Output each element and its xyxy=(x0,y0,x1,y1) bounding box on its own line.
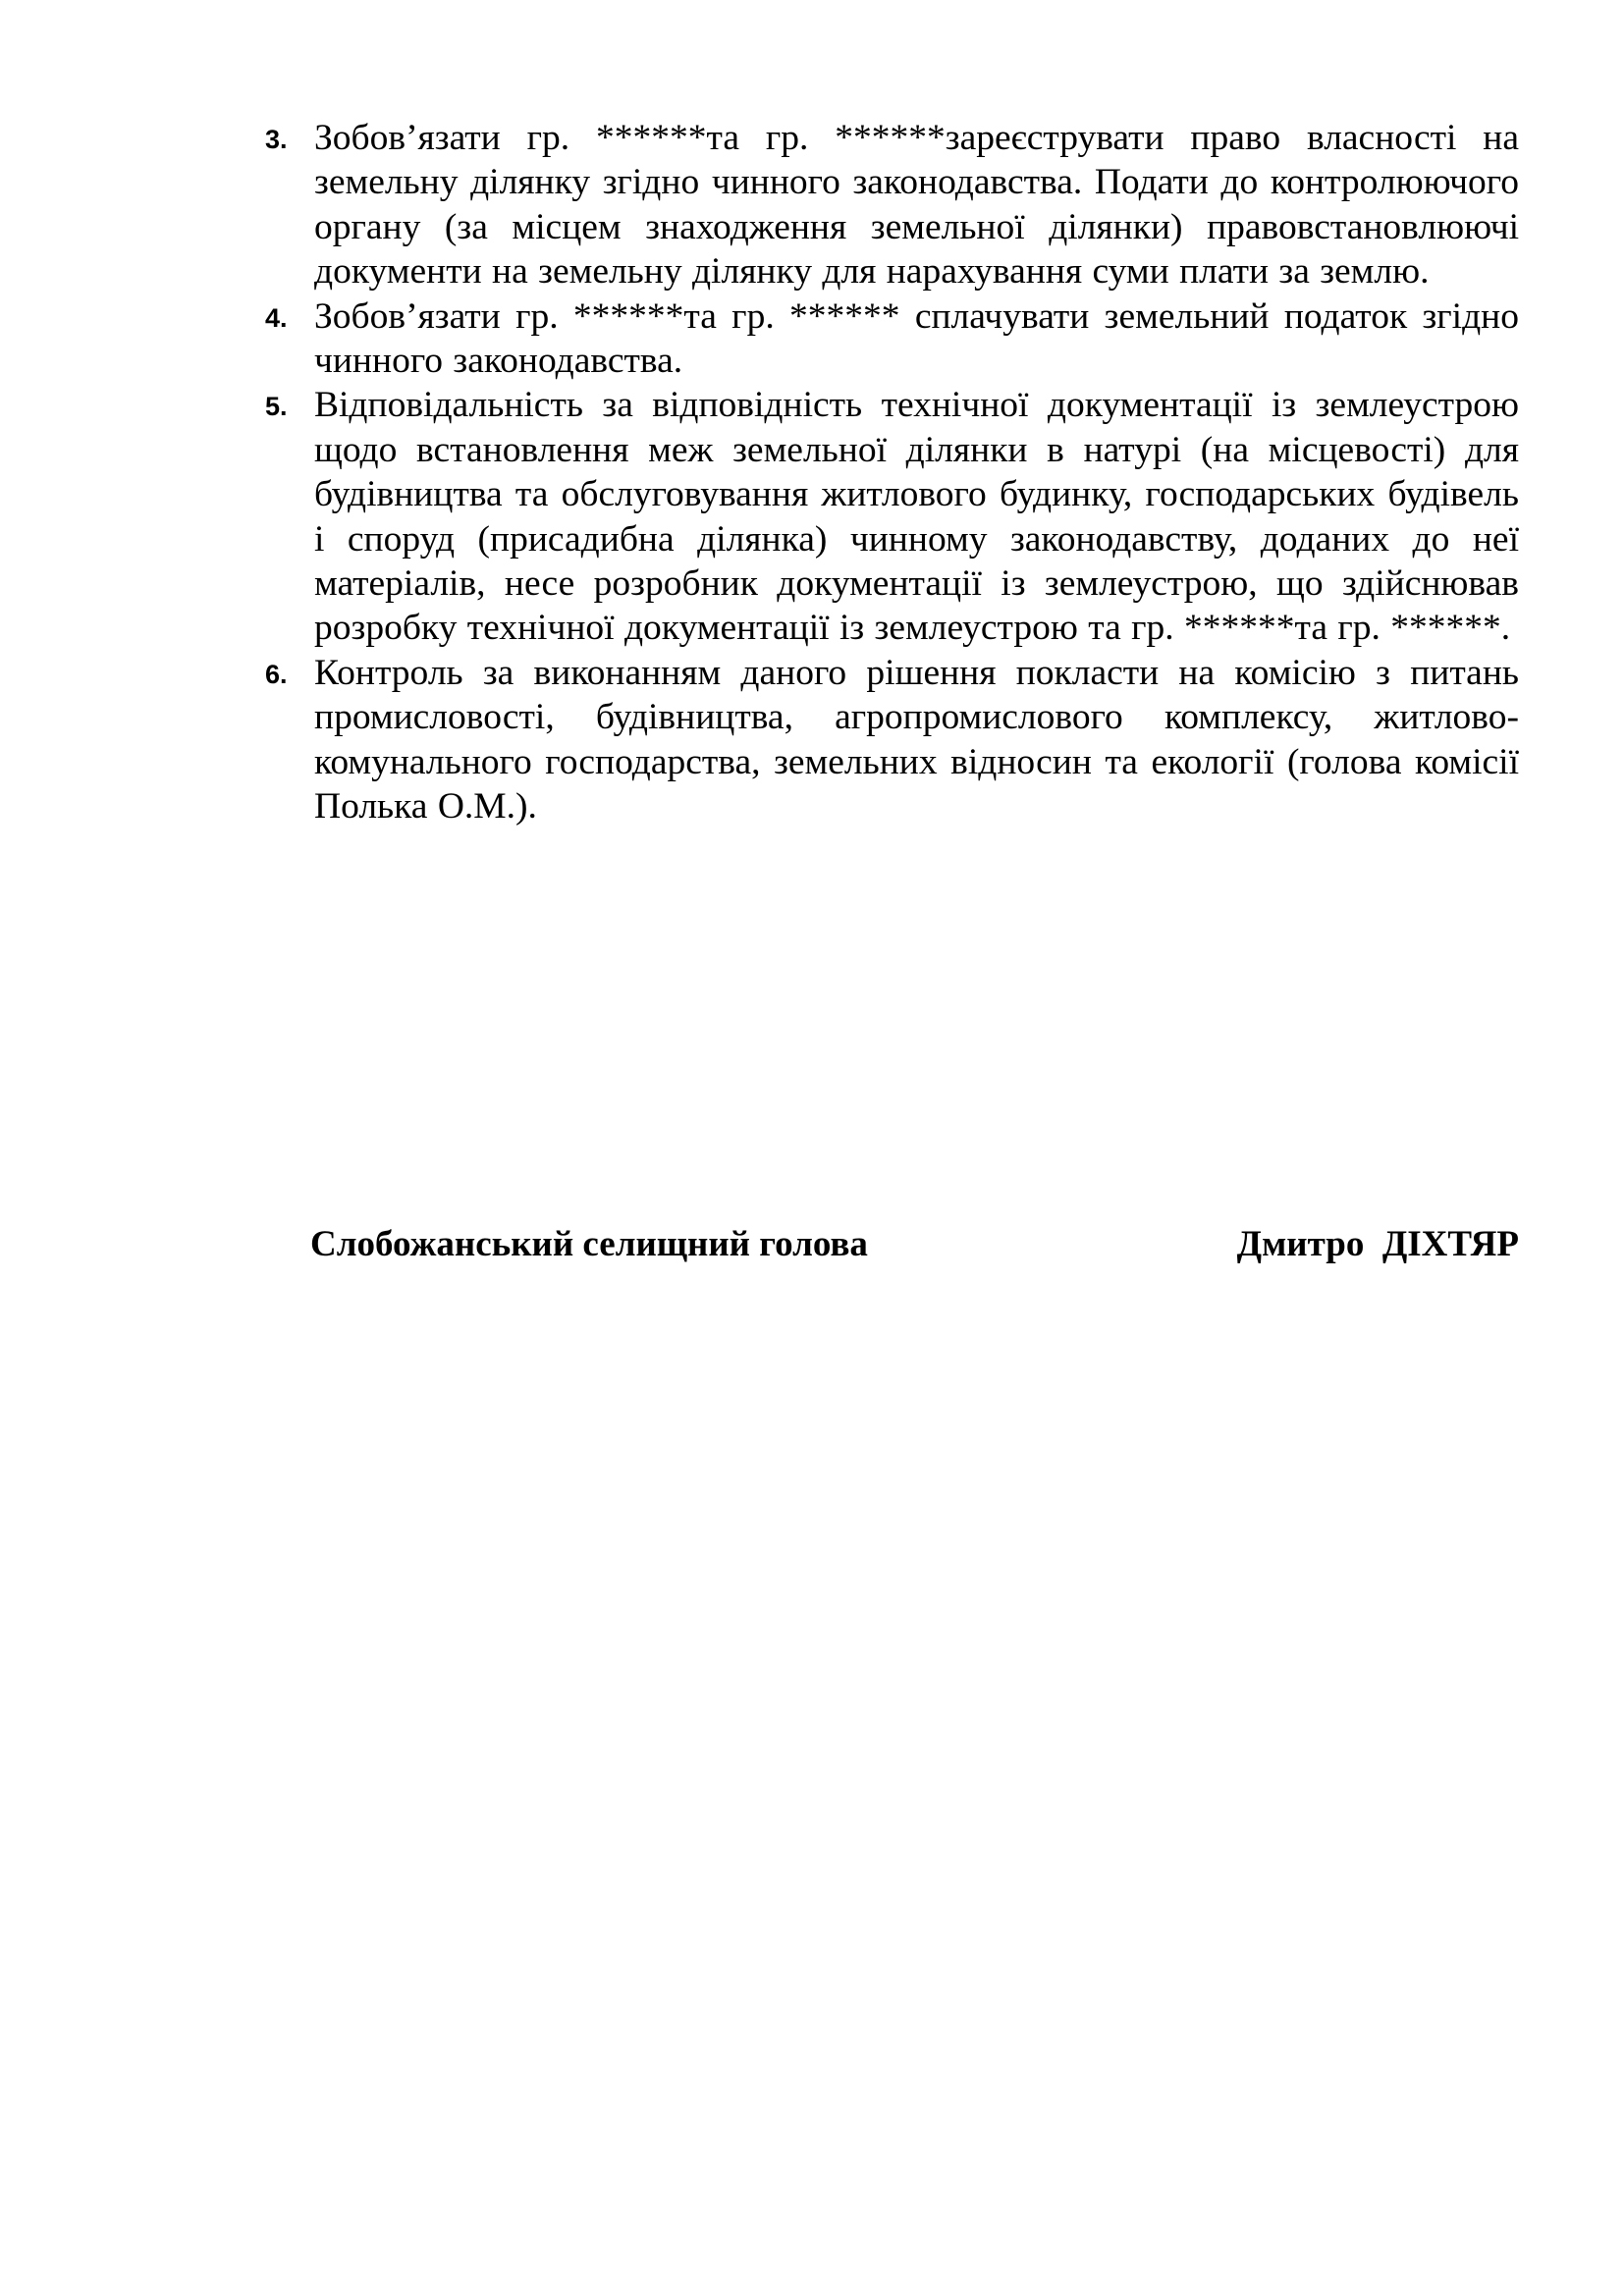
signatory-position: Слобожанський селищний голова xyxy=(310,1224,868,1264)
decision-item-5 xyxy=(265,383,1519,650)
decision-item-6 xyxy=(265,651,1519,829)
decision-item-3 xyxy=(265,116,1519,294)
signature-block xyxy=(310,1221,1519,1268)
item-text: Контроль за виконанням даного рішення покласти на комісію з питань промисловості, будівництва, агропромислового комплексу, житлово-комунального господарства, земельних відносин та екології (голова комісії Полька О.М.). xyxy=(314,652,1519,828)
decision-item-4 xyxy=(265,294,1519,384)
item-number: 6. xyxy=(265,659,288,689)
item-text: Відповідальність за відповідність технічної документації із землеустрою щодо встановлення меж земельної ділянки в натурі (на місцевості) для будівництва та обслуговування житлового будинку, господарських будівель і споруд (присадибна ділянка) чинному законодавству, доданих до неї матеріалів, несе розробник документації із землеустрою, що здійснював розробку технічної документації із землеустрою та гр. ******та гр. ******. xyxy=(314,385,1519,649)
item-number: 4. xyxy=(265,302,288,333)
item-number: 3. xyxy=(265,125,288,154)
item-number: 5. xyxy=(265,392,288,422)
decision-list xyxy=(265,116,1519,829)
item-text: Зобов’язати гр. ******та гр. ******зареєструвати право власності на земельну ділянку згідно чинного законодавства. Подати до контролюючого органу (за місцем знаходження земельної ділянки) правовстановлюючі документи на земельну ділянку для нарахування суми плати за землю. xyxy=(314,118,1519,293)
signatory-name: Дмитро ДІХТЯР xyxy=(1236,1224,1519,1264)
item-text: Зобов’язати гр. ******та гр. ****** сплачувати земельний податок згідно чинного законодавства. xyxy=(314,295,1519,382)
